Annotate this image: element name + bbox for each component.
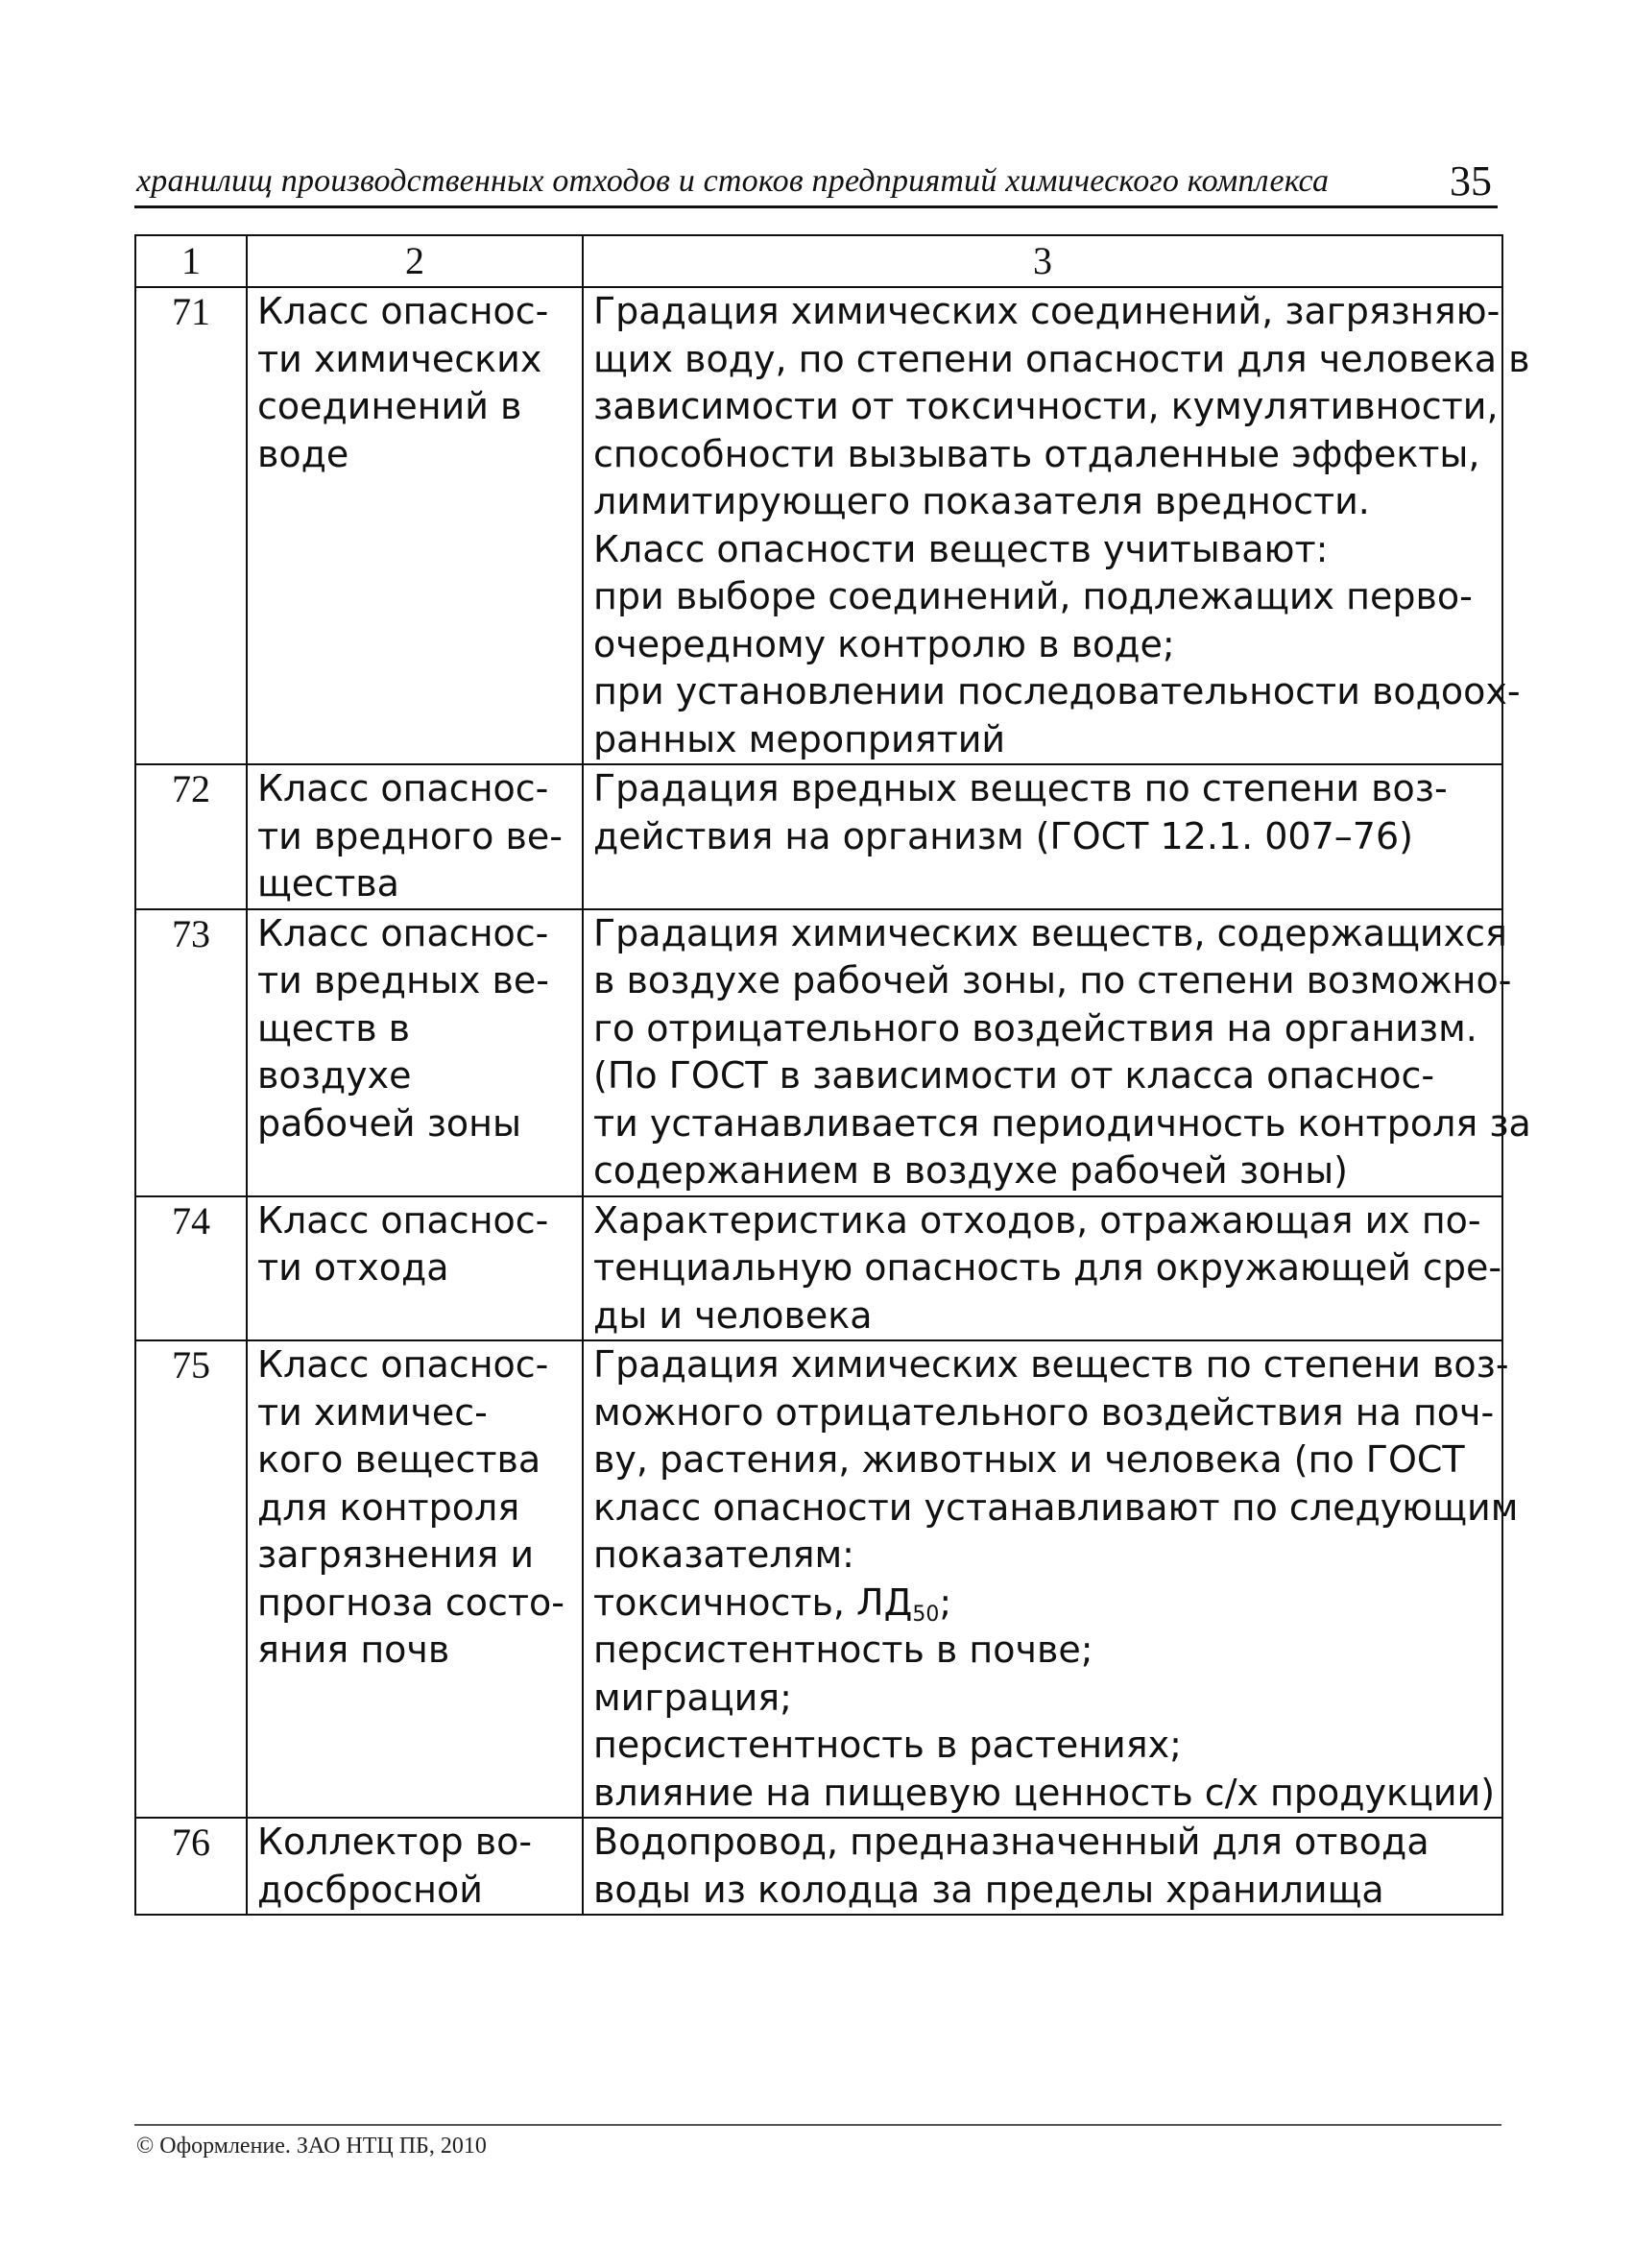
definition-line: Класс опасности веществ учитывают: (593, 527, 1329, 570)
row-definition (583, 287, 1530, 764)
definition-line: при установлении последовательности водоох- (593, 670, 1521, 712)
definition-line: щих воду, по степени опасности для человека в (593, 337, 1530, 380)
definition-line: Характеристика отходов, отражающая их по- (593, 1198, 1481, 1242)
table-row (135, 1340, 1502, 1818)
page-number: 35 (1450, 157, 1492, 205)
definition-line: зависимости от токсичности, кумулятивности, (593, 385, 1499, 427)
definition-line: Градация вредных веществ по степени воз- (593, 767, 1448, 809)
footer-copyright: © Оформление. ЗАО НТЦ ПБ, 2010 (136, 2134, 487, 2159)
table-row (135, 1818, 1502, 1915)
row-term: Класс опаснос- ти химических соединений в воде (247, 287, 583, 764)
row-term: Класс опаснос- ти вредного ве- щества (247, 764, 583, 909)
row-number: 73 (135, 909, 247, 1196)
ld-subscript: 50 (912, 1602, 940, 1627)
definition-line: содержанием в воздухе рабочей зоны) (593, 1149, 1348, 1192)
footer-divider (134, 2124, 1501, 2126)
row-number: 72 (135, 764, 247, 909)
definition-line: персистентность в растениях; (593, 1724, 1182, 1766)
definition-line: влияние на пищевую ценность с/х продукции) (593, 1771, 1496, 1814)
column-header-definition: 3 (583, 235, 1502, 287)
definition-line: ды и человека (593, 1293, 873, 1337)
definition-line: Градация химических веществ по степени воз- (593, 1343, 1509, 1386)
row-term: Класс опаснос- ти вредных ве- ществ в воздухе рабочей зоны (247, 909, 583, 1196)
row-term: Коллектор во- досбросной (247, 1818, 583, 1915)
table-header-row (135, 235, 1502, 287)
definition-line: способности вызывать отдаленные эффекты, (593, 432, 1480, 475)
definition-line: ву, растения, животных и человека (по ГОСТ (593, 1438, 1465, 1481)
definition-line (593, 1580, 1492, 1628)
toxicity-label: токсичность, ЛД (593, 1580, 913, 1624)
definition-line: при выборе соединений, подлежащих перво- (593, 575, 1473, 617)
definition-line: класс опасности устанавливают по следующим (593, 1485, 1519, 1529)
definition-line: показателям: (593, 1533, 854, 1576)
definition-line: (По ГОСТ в зависимости от класса опаснос- (593, 1054, 1435, 1097)
definition-line: Водопровод, предназначенный для отвода (593, 1821, 1429, 1863)
row-number: 74 (135, 1196, 247, 1341)
row-definition (583, 1818, 1502, 1915)
definition-line: ти устанавливается периодичность контроля за (593, 1101, 1531, 1145)
row-definition (583, 1340, 1519, 1818)
row-definition (583, 764, 1502, 909)
definition-line: Градация химических соединений, загрязняю- (593, 290, 1501, 332)
row-definition (583, 1196, 1502, 1341)
definition-line: можного отрицательного воздействия на поч- (593, 1390, 1495, 1434)
definition-line: ранных мероприятий (593, 717, 1006, 760)
ld-suffix: ; (939, 1580, 952, 1624)
definition-line: миграция; (593, 1676, 792, 1719)
definition-line: действия на организм (ГОСТ 12.1. 007–76) (593, 814, 1413, 857)
column-header-term: 2 (247, 235, 583, 287)
definition-line: лимитирующего показателя вредности. (593, 480, 1370, 522)
running-header-title: хранилищ производственных отходов и стоков предприятий химического комплекса (136, 163, 1330, 199)
table-row (135, 764, 1502, 909)
definition-line: тенциальную опасность для окружающей сре- (593, 1246, 1502, 1289)
table-row (135, 287, 1502, 764)
running-header (134, 154, 1498, 208)
column-header-number: 1 (135, 235, 247, 287)
row-definition (583, 909, 1531, 1196)
definition-line: Градация химических веществ, содержащихся (593, 911, 1507, 954)
row-term: Класс опаснос- ти отхода (247, 1196, 583, 1341)
definition-line: персистентность в почве; (593, 1629, 1093, 1671)
row-number: 75 (135, 1340, 247, 1818)
table-row (135, 1196, 1502, 1341)
definition-line: го отрицательного воздействия на организм. (593, 1006, 1477, 1050)
row-term: Класс опаснос- ти химичес- кого вещества для контроля загрязнения и прогноза состо- яния почв (247, 1340, 583, 1818)
table-row (135, 909, 1502, 1196)
glossary-table (134, 234, 1531, 1916)
row-number: 71 (135, 287, 247, 764)
definition-line: в воздухе рабочей зоны, по степени возможно- (593, 959, 1512, 1001)
definition-line: очередному контролю в воде; (593, 622, 1175, 665)
definition-line: воды из колодца за пределы хранилища (593, 1868, 1384, 1911)
row-number: 76 (135, 1818, 247, 1915)
